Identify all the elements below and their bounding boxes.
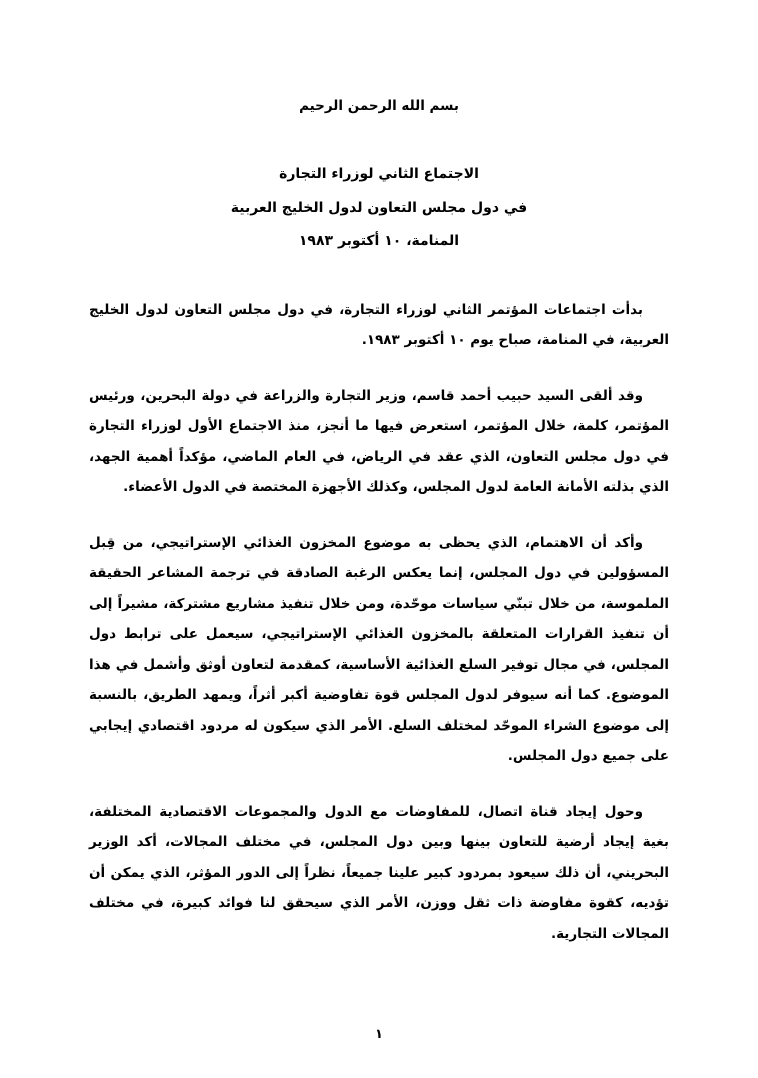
title-line-2: في دول مجلس التعاون لدول الخليج العربية: [230, 199, 528, 216]
page-number: ١: [375, 1027, 383, 1042]
title-line-1: الاجتماع الثاني لوزراء التجارة: [279, 166, 479, 182]
paragraph-1: بدأت اجتماعات المؤتمر الثاني لوزراء التجارة، في دول مجلس التعاون لدول الخليج العربية، في المنامة، صباح يوم ١٠ أكتوبر ١٩٨٣.: [89, 301, 669, 348]
paragraph-3: وأكد أن الاهتمام، الذي يحظى به موضوع المخزون الغذائي الإستراتيجي، من قِبل المسؤولين في دول المجلس، إنما يعكس الرغبة الصادقة في ترجمة المشاعر الحقيقة الملموسة، من خلال تبنّي سياسات موحّدة، ومن خلال تنفيذ مشاريع مشتركة، مشيراً إلى أن تنفيذ القرارات المتعلقة بالمخزون الغذائي الإستراتيجي، سيعمل على ترابط دول المجلس، في مجال توفير السلع الغذائية الأساسية، كمقدمة لتعاون أوثق وأشمل في هذا الموضوع. كما أنه سيوفر لدول المجلس قوة تفاوضية أكبر أثراً، ويمهد الطريق، بالنسبة إلى موضوع الشراء الموحّد لمختلف السلع. الأمر الذي سيكون له مردود اقتصادي إيجابي على جميع دول المجلس.: [89, 534, 669, 764]
paragraph-4: وحول إيجاد قناة اتصال، للمفاوضات مع الدول والمجموعات الاقتصادية المختلفة، بغية إيجاد أرضية للتعاون بينها وبين دول المجلس، في مختلف المجالات، أكد الوزير البحريني، أن ذلك سيعود بمردود كبير علينا جميعاً، نظراً إلى الدور المؤثر، الذي يمكن أن تؤديه، كقوة مفاوضة ذات ثقل ووزن، الأمر الذي سيحقق لنا فوائد كبيرة، في مختلف المجالات التجارية.: [89, 803, 669, 942]
title-line-3: المنامة، ١٠ أكتوبر ١٩٨٣: [298, 233, 460, 249]
document-title: [89, 158, 669, 259]
basmala-line: بسم الله الرحمن الرحيم: [299, 98, 459, 114]
document-content: [89, 0, 669, 974]
paragraph-2: وقد ألقى السيد حبيب أحمد قاسم، وزير التجارة والزراعة في دولة البحرين، ورئيس المؤتمر، كلمة، خلال المؤتمر، استعرض فيها ما أنجز، منذ الاجتماع الأول لوزراء التجارة في دول مجلس التعاون، الذي عقد في الرياض، في العام الماضي، مؤكداً أهمية الجهد، الذي بذلته الأمانة العامة لدول المجلس، وكذلك الأجهزة المختصة في الدول الأعضاء.: [89, 387, 669, 495]
document-body: [89, 295, 669, 950]
